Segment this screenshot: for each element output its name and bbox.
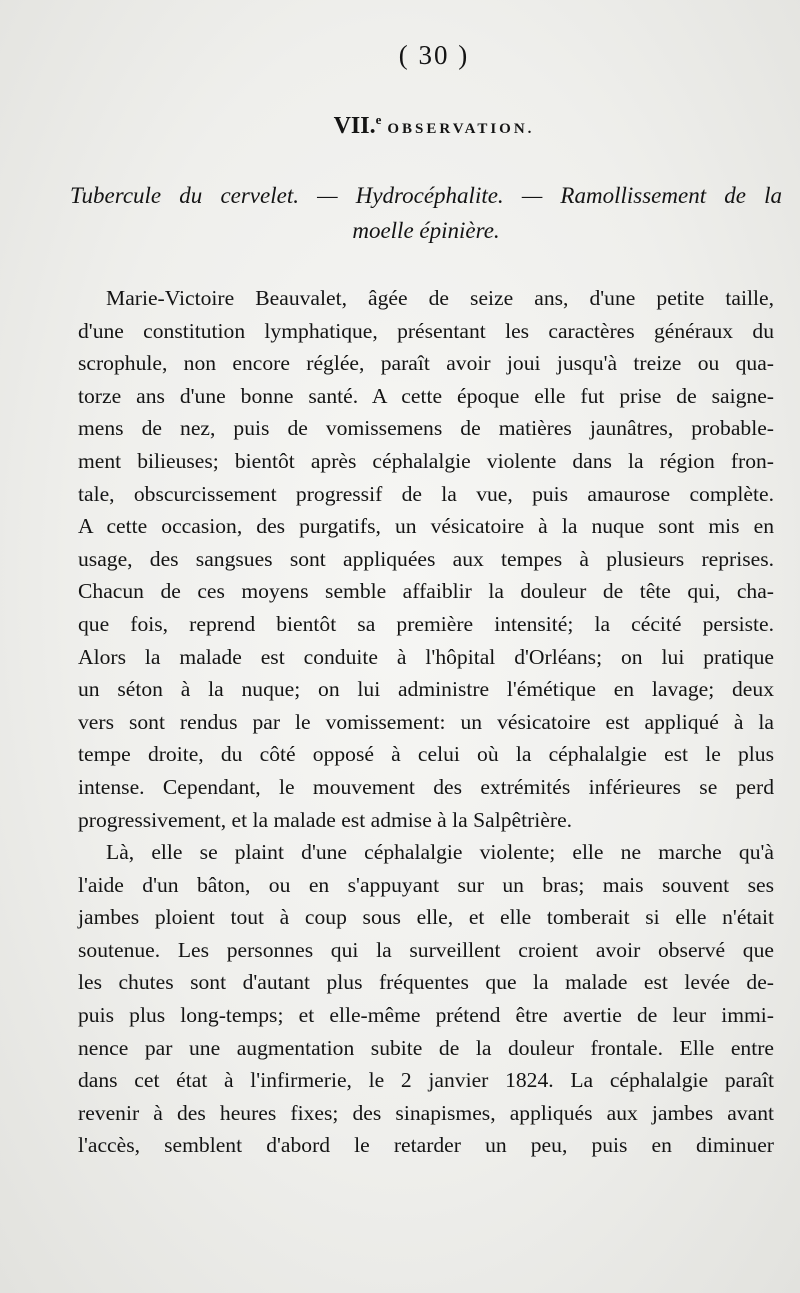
text-line: tempe droite, du côté opposé à celui où la céphalalgie est le plus xyxy=(78,742,774,767)
text-line: mens de nez, puis de vomissemens de matières jaunâtres, probable- xyxy=(78,416,774,441)
text-line: A cette occasion, des purgatifs, un vésicatoire à la nuque sont mis en xyxy=(78,514,774,539)
text-line: intense. Cependant, le mouvement des extrémités inférieures se perd xyxy=(78,774,774,799)
text-line: tale, obscurcissement progressif de la vue, puis amaurose complète. xyxy=(78,481,774,506)
text-line: torze ans d'une bonne santé. A cette époque elle fut prise de saigne- xyxy=(78,383,774,408)
text-line: puis plus long-temps; et elle-même prétend être avertie de leur immi- xyxy=(78,1003,774,1028)
text-line: Là, elle se plaint d'une céphalalgie violente; elle ne marche qu'à xyxy=(106,840,774,865)
heading-number: VII. xyxy=(333,113,376,139)
text-line: Chacun de ces moyens semble affaiblir la douleur de tête qui, cha- xyxy=(78,579,774,604)
text-line: revenir à des heures fixes; des sinapismes, appliqués aux jambes avant xyxy=(78,1100,774,1125)
text-line: Marie-Victoire Beauvalet, âgée de seize ans, d'une petite taille, xyxy=(106,286,774,310)
text-line: d'une constitution lymphatique, présentant les caractères généraux du xyxy=(78,318,774,343)
heading-superscript: e xyxy=(375,112,382,127)
text-line: jambes ploient tout à coup sous elle, et elle tomberait si elle n'était xyxy=(78,905,774,930)
text-line: soutenue. Les personnes qui la surveillent croient avoir observé que xyxy=(78,937,774,962)
text-line: ment bilieuses; bientôt après céphalalgie violente dans la région fron- xyxy=(78,448,774,473)
text-line: vers sont rendus par le vomissement: un vésicatoire est appliqué à la xyxy=(78,709,774,734)
text-line: un séton à la nuque; on lui administre l'émétique en lavage; deux xyxy=(78,677,774,702)
text-line: l'aide d'un bâton, ou en s'appuyant sur un bras; mais souvent ses xyxy=(78,872,774,897)
page-number: ( 30 ) xyxy=(398,40,470,70)
paragraph xyxy=(78,836,774,1162)
observation-heading xyxy=(0,112,800,140)
text-line: dans cet état à l'infirmerie, le 2 janvier 1824. La céphalalgie paraît xyxy=(78,1068,774,1093)
heading-word: OBSERVATION. xyxy=(387,121,535,137)
text-line: l'accès, semblent d'abord le retarder un peu, puis en diminuer xyxy=(78,1133,774,1158)
text-line: nence par une augmentation subite de la douleur frontale. Elle entre xyxy=(78,1035,774,1060)
text-line: scrophule, non encore réglée, paraît avoir joui jusqu'à treize ou qua- xyxy=(78,351,774,376)
text-line: les chutes sont d'autant plus fréquentes que la malade est levée de- xyxy=(78,970,774,995)
subtitle-line-2: moelle épinière. xyxy=(352,218,500,243)
body-text xyxy=(78,282,774,1162)
text-line: progressivement, et la malade est admise à la Salpêtrière. xyxy=(78,807,573,832)
paragraph xyxy=(78,282,774,836)
subtitle-line-1: Tubercule du cervelet. — Hydrocéphalite. — Ramollissement de la xyxy=(70,183,782,208)
text-line: usage, des sangsues sont appliquées aux tempes à plusieurs reprises. xyxy=(78,546,774,571)
text-line: Alors la malade est conduite à l'hôpital d'Orléans; on lui pratique xyxy=(78,644,774,669)
text-line: que fois, reprend bientôt sa première intensité; la cécité persiste. xyxy=(78,611,774,636)
